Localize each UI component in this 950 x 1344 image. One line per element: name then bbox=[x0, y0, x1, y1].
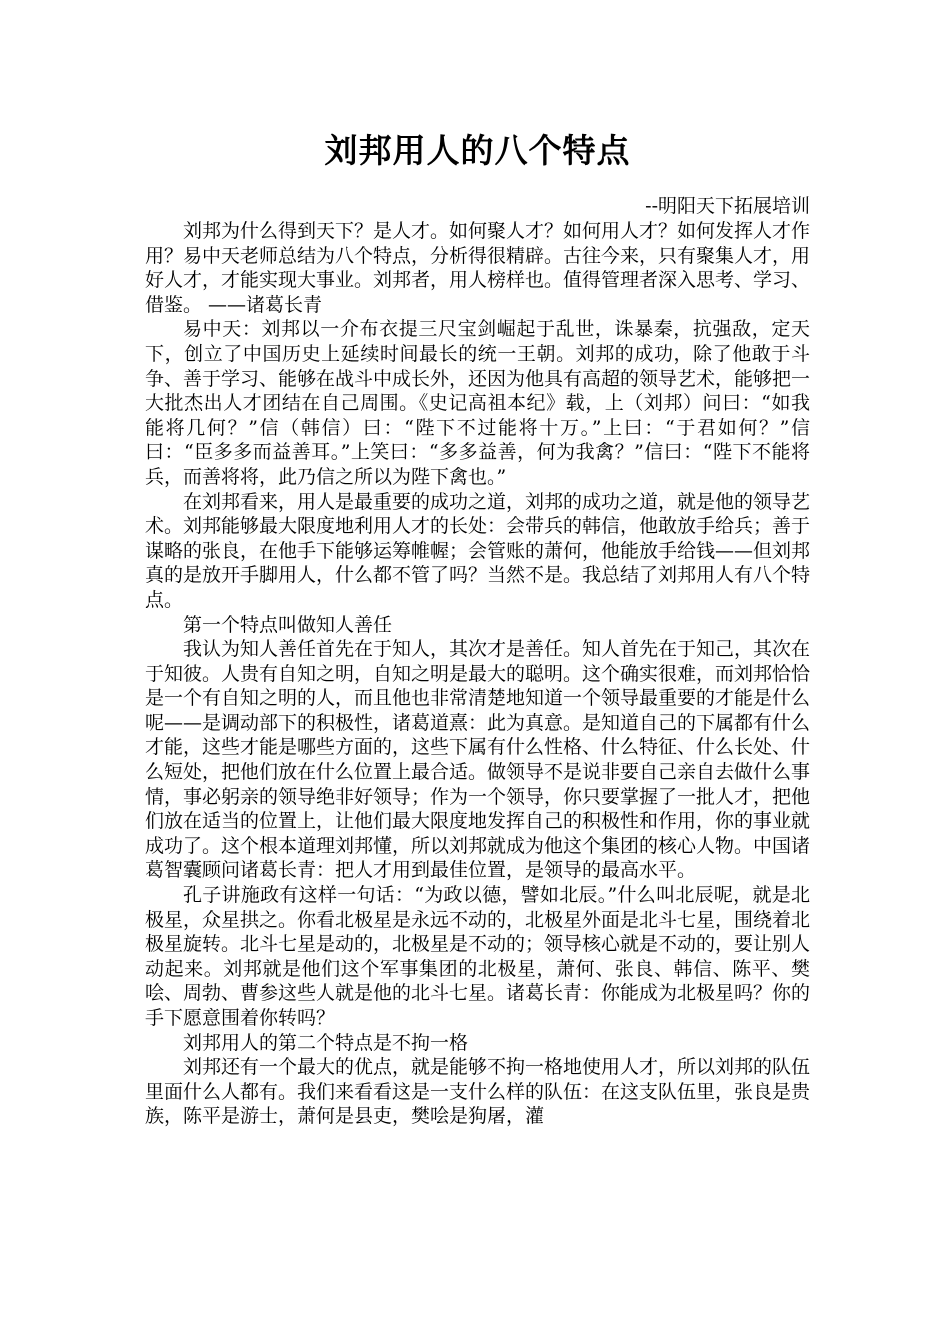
page-title: 刘邦用人的八个特点 bbox=[324, 131, 631, 170]
byline: --明阳天下拓展培训 bbox=[645, 195, 810, 217]
section-heading-1: 第一个特点叫做知人善任 bbox=[183, 613, 393, 636]
paragraph-north-star: 孔子讲施政有这样一句话：“为政以德，譬如北辰。”什么叫北辰呢，就是北极星，众星拱之。你看北极星是永远不动的，北极星外面是北斗七星，围绕着北极星旋转。北斗七星是动的，北极星是不动的；领导核心就是不动的，要让别人动起来。刘邦就是他们这个军事集团的北极星，萧何、张良、韩信、陈平、樊哙、周勃、曹参这些人就是他的北斗七星。诸葛长青：你能成为北极星吗？你的手下愿意围着你转吗？ bbox=[145, 884, 811, 1029]
document-page bbox=[145, 0, 810, 1344]
paragraph-intro: 刘邦为什么得到天下？是人才。如何聚人才？如何用人才？如何发挥人才作用？易中天老师总结为八个特点，分析得很精辟。古往今来，只有聚集人才，用好人才，才能实现大事业。刘邦者，用人榜样也。值得管理者深入思考、学习、借鉴。 ——诸葛长青 bbox=[145, 220, 811, 316]
paragraph-leadership-art: 在刘邦看来，用人是最重要的成功之道，刘邦的成功之道，就是他的领导艺术。刘邦能够最大限度地利用人才的长处：会带兵的韩信，他敢放手给兵；善于谋略的张良，在他手下能够运筹帷幄；会管账的萧何，他能放手给钱——但刘邦真的是放开手脚用人，什么都不管了吗？当然不是。我总结了刘邦用人有八个特点。 bbox=[145, 490, 811, 611]
paragraph-unconventional: 刘邦还有一个最大的优点，就是能够不拘一格地使用人才，所以刘邦的队伍里面什么人都有。我们来看看这是一支什么样的队伍：在这支队伍里，张良是贵族，陈平是游士，萧何是县吏，樊哙是狗屠，灌 bbox=[145, 1056, 811, 1128]
document-body bbox=[145, 219, 810, 1129]
paragraph-yi-zhongtian: 易中天：刘邦以一介布衣提三尺宝剑崛起于乱世，诛暴秦，抗强敌，定天下，创立了中国历史上延续时间最长的统一王朝。刘邦的成功，除了他敢于斗争、善于学习、能够在战斗中成长外，还因为他具有高超的领导艺术，能够把一大批杰出人才团结在自己周围。《史记高祖本纪》载，上（刘邦）问曰：“如我能将几何？”信（韩信）曰：“陛下不过能将十万。”上曰：“于君如何？”信曰：“臣多多而益善耳。”上笑曰：“多多益善，何为我禽？”信曰：“陛下不能将兵，而善将将，此乃信之所以为陛下禽也。” bbox=[145, 318, 811, 488]
section-heading-2: 刘邦用人的第二个特点是不拘一格 bbox=[183, 1031, 469, 1054]
paragraph-know-people: 我认为知人善任首先在于知人，其次才是善任。知人首先在于知己，其次在于知彼。人贵有自知之明，自知之明是最大的聪明。这个确实很难，而刘邦恰恰是一个有自知之明的人，而且他也非常清楚地知道一个领导最重要的才能是什么呢——是调动部下的积极性，诸葛道熹：此为真意。是知道自己的下属都有什么才能，这些才能是哪些方面的，这些下属有什么性格、什么特征、什么长处、什么短处，把他们放在什么位置上最合适。做领导不是说非要自己亲自去做什么事情，事必躬亲的领导绝非好领导；作为一个领导，你只要掌握了一批人才，把他们放在适当的位置上，让他们最大限度地发挥自己的积极性和作用，你的事业就成功了。这个根本道理刘邦懂，所以刘邦就成为他这个集团的核心人物。中国诸葛智囊顾问诸葛长青：把人才用到最佳位置，是领导的最高水平。 bbox=[145, 638, 811, 882]
